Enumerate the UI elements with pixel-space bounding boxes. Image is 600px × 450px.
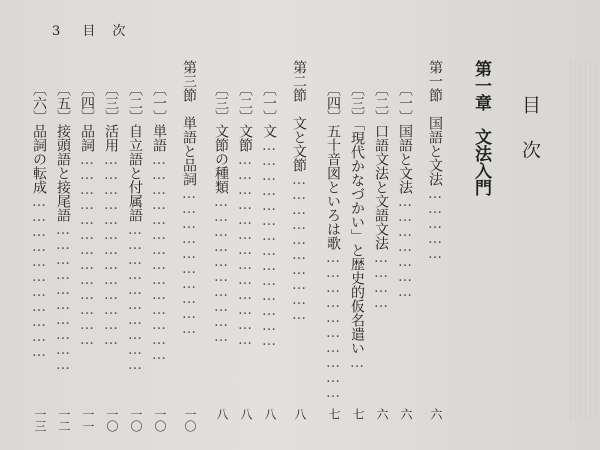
toc-entry: 〔二〕文節………………………………… (237, 82, 253, 347)
running-title: 目 次 (82, 24, 128, 39)
toc-heading: 目次 (519, 95, 541, 185)
toc-page-number: 一〇 (183, 408, 197, 432)
toc-entry: 〔一〕文…………………………………… (261, 82, 277, 348)
toc-entry: 〔六〕品詞の転成…………………………… (31, 82, 47, 359)
toc-entry: 〔二〕自立語と付属語………………………… (127, 82, 143, 372)
toc-page-number: 一〇 (105, 408, 119, 432)
toc-entry: 第三節 単語と品詞………………………… (181, 60, 197, 336)
toc-entry: 第二節 文と文節………………………… (291, 60, 307, 322)
toc-page-number: 一二 (57, 408, 71, 432)
toc-page-number: 八 (293, 408, 307, 420)
toc-entry: 第一節 国語と文法…………… (427, 60, 443, 261)
toc-entry: 〔一〕国語と文法………………… (397, 82, 413, 299)
toc-page-number: 一〇 (129, 408, 143, 432)
bleed-through-text (570, 60, 600, 420)
toc-entry: 〔三〕「現代かなづかい」と歴史的仮名遣い… (349, 82, 365, 370)
running-header (52, 20, 127, 39)
toc-page-number: 六 (399, 408, 413, 420)
chapter-heading: 第一章 文法入門 (471, 60, 491, 196)
toc-entry: 〔四〕五十音図といろは歌………………………… (325, 82, 341, 400)
toc-page-number: 八 (215, 408, 229, 420)
toc-page-number: 八 (239, 408, 253, 420)
page-number: 3 (52, 24, 63, 39)
toc-page-number: 六 (375, 408, 389, 420)
toc-page-number: 八 (263, 408, 277, 420)
toc-entry: 〔五〕接頭語と接尾語………………………… (55, 82, 71, 372)
toc-entry: 〔三〕文節の種類………………………… (213, 82, 229, 344)
toc-page-number: 七 (327, 408, 341, 420)
toc-entry: 〔四〕品詞………………………………… (79, 82, 95, 347)
toc-page-number: 一〇 (153, 408, 167, 432)
toc-page-number: 七 (351, 408, 365, 420)
toc-entry: 〔一〕単語…………………………………… (151, 82, 167, 362)
toc-entry: 〔二〕口語文法と文語文法………… (373, 82, 389, 310)
toc-page-number: 一三 (33, 408, 47, 432)
toc-page-number: 六 (429, 408, 443, 420)
toc-entry: 〔三〕活用………………………………… (103, 82, 119, 347)
toc-page-number: 一一 (81, 408, 95, 432)
